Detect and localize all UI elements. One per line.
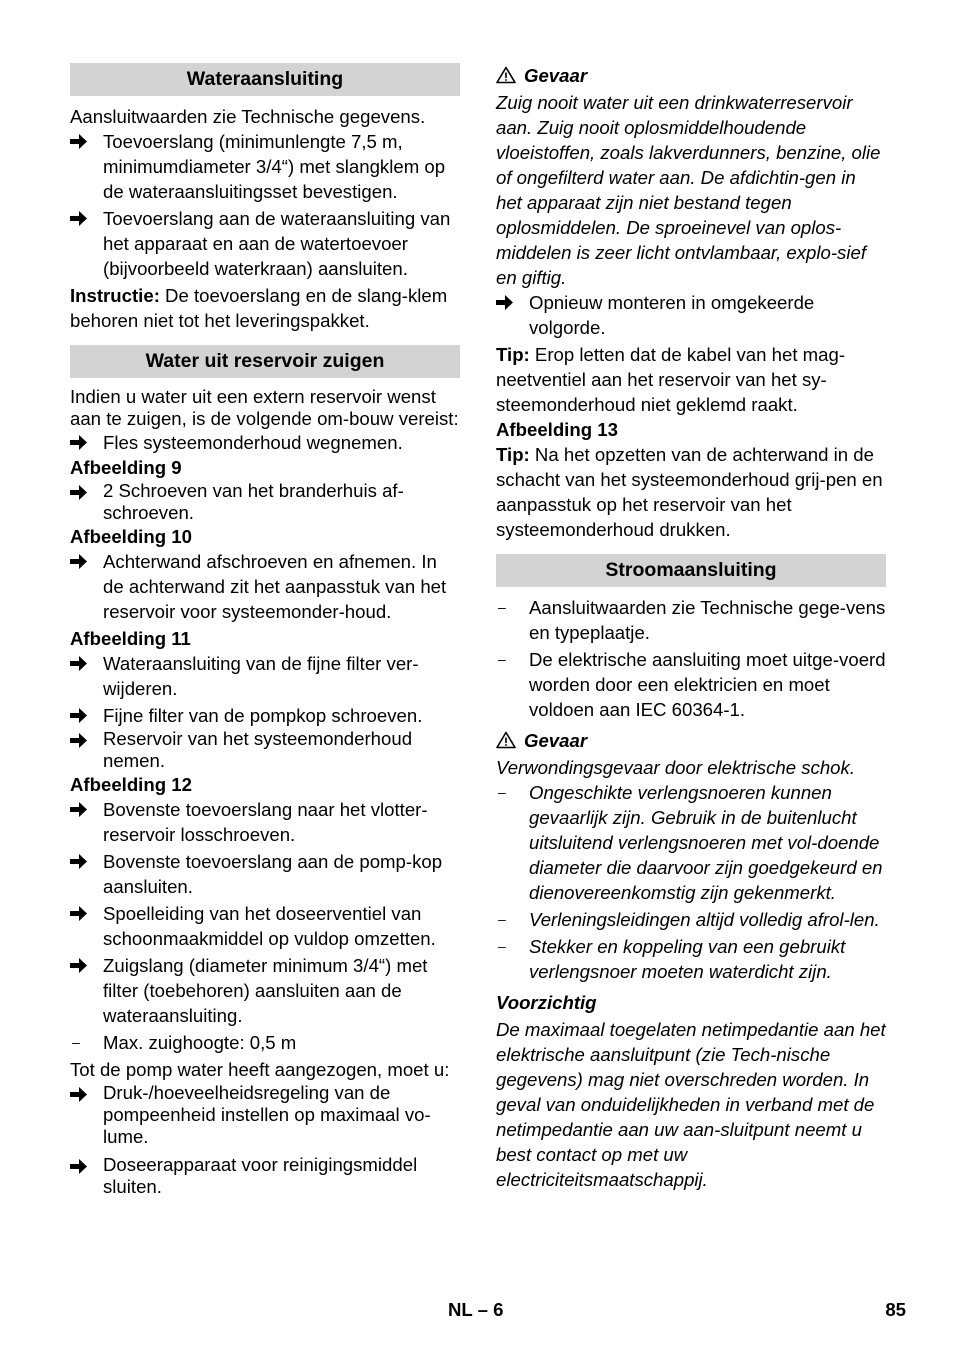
right-arrow-icon: [70, 129, 96, 149]
step-text: Toevoerslang (minimunlengte 7,5 m, minimumdiameter 3/4“) met slangklem op de wateraansluitingsset bevestigen.: [103, 131, 446, 202]
right-arrow-icon: [70, 703, 96, 723]
step-text: Fijne filter van de pompkop schroeven.: [103, 705, 423, 726]
step-text: Zuigslang (diameter minimum 3/4“) met filter (toebehoren) aansluiten aan de wateraansluiting.: [103, 955, 428, 1026]
footer-section-label: NL – 6: [448, 1299, 504, 1320]
step-text: Bovenste toevoerslang naar het vlotter-reservoir losschroeven.: [103, 799, 428, 845]
list-text: De elektrische aansluiting moet uitge-voerd worden door een elektricien en moet voldoen aan IEC 60364-1.: [529, 649, 886, 720]
right-column: [496, 63, 886, 1192]
list-text: Aansluitwaarden zie Technische gege-vens en typeplaatje.: [529, 597, 886, 643]
danger-label: Gevaar: [524, 65, 588, 86]
step-text: Druk-/hoeveelheidsregeling van de pompeenheid instellen op maximaal vo-lume.: [103, 1082, 431, 1147]
figure-heading-10: Afbeelding 10: [70, 526, 192, 547]
list-text: Ongeschikte verlengsnoeren kunnen gevaarlijk zijn. Gebruik in de buitenlucht uitsluitend verlengsnoeren met vol-doende diameter die daarvoor zijn goedgekeurd en dienovereenkomstig zijn gekenmerkt.: [529, 782, 883, 903]
reservoir-intro: Indien u water uit een extern reservoir wenst aan te zuigen, is de volgende om-bouw vereist:: [70, 386, 459, 429]
list-text: Max. zuighoogte: 0,5 m: [103, 1032, 297, 1053]
caution-text: De maximaal toegelaten netimpedantie aan het elektrische aansluitpunt (zie Tech-nische gegevens) mag niet overschreden worden. In geval van onduidelijkheden in verband met de netimpedantie aan uw aan-sluitpunt neemt u best contact op met uw electriciteitsmaatschappij.: [496, 1019, 886, 1190]
step-text: Toevoerslang aan de wateraansluiting van het apparaat en aan de watertoevoer (bijvoorbeeld waterkraan) aansluiten.: [103, 208, 451, 279]
step-item: [70, 728, 460, 772]
right-arrow-icon: [70, 430, 96, 450]
step-item: [70, 849, 460, 899]
list-item: [496, 647, 886, 722]
list-item: [70, 1030, 460, 1055]
dash-marker: –: [498, 784, 506, 800]
tip-paragraph: [496, 442, 886, 542]
tip-text: Na het opzetten van de achterwand in de schacht van het systeemonderhoud grij-pen en aanpasstuk op het reservoir van het systeemonderhoud drukken.: [496, 444, 883, 540]
right-arrow-icon: [70, 1154, 96, 1174]
water-connection-intro: Aansluitwaarden zie Technische gegevens.: [70, 106, 426, 127]
step-text: Doseerapparaat voor reinigingsmiddel sluiten.: [103, 1154, 418, 1197]
dash-marker: –: [498, 651, 506, 667]
tip-label: Tip:: [496, 344, 530, 365]
instruction-text: De toevoerslang en de slang-klem behoren niet tot het leveringspakket.: [70, 285, 448, 331]
step-item: [70, 480, 460, 524]
right-arrow-icon: [70, 849, 96, 869]
step-item: [70, 549, 460, 624]
step-text: Wateraansluiting van de fijne filter ver-wijderen.: [103, 653, 419, 699]
step-item: [70, 430, 460, 455]
figure-heading-9: Afbeelding 9: [70, 457, 182, 478]
list-item: [496, 934, 886, 984]
dash-marker: –: [498, 911, 506, 927]
section-header-wateraansluiting: Wateraansluiting: [70, 63, 460, 96]
figure-heading-12: Afbeelding 12: [70, 774, 192, 795]
step-text: Opnieuw monteren in omgekeerde volgorde.: [529, 292, 815, 338]
step-text: Spoelleiding van het doseerventiel van schoonmaakmiddel op vuldop omzetten.: [103, 903, 436, 949]
step-item: [70, 651, 460, 701]
tip-label: Tip:: [496, 444, 530, 465]
danger-heading: [496, 728, 886, 753]
right-arrow-icon: [496, 290, 522, 310]
dash-marker: –: [498, 599, 506, 615]
caution-heading: Voorzichtig: [496, 992, 597, 1013]
danger-label: Gevaar: [524, 730, 588, 751]
step-item: [70, 1154, 460, 1198]
warning-triangle-icon: [496, 66, 516, 84]
instruction-note: [70, 283, 460, 333]
danger-heading: [496, 63, 886, 88]
step-item: [70, 1082, 460, 1148]
danger-text: Verwondingsgevaar door elektrische schok.: [496, 757, 855, 778]
section-header-reservoir: Water uit reservoir zuigen: [70, 345, 460, 378]
step-text: Reservoir van het systeemonderhoud nemen.: [103, 728, 413, 771]
dash-marker: –: [498, 938, 506, 954]
figure-heading-11: Afbeelding 11: [70, 628, 191, 649]
warning-triangle-icon: [496, 731, 516, 749]
right-arrow-icon: [70, 901, 96, 921]
until-text: Tot de pomp water heeft aangezogen, moet u:: [70, 1059, 450, 1080]
list-item: [496, 907, 886, 932]
list-text: Stekker en koppeling van een gebruikt verlengsnoer moeten waterdicht zijn.: [529, 936, 846, 982]
tip-paragraph: [496, 342, 886, 417]
right-arrow-icon: [70, 953, 96, 973]
right-arrow-icon: [70, 797, 96, 817]
step-item: [70, 129, 460, 204]
right-arrow-icon: [70, 206, 96, 226]
right-arrow-icon: [70, 1082, 96, 1102]
step-item: [70, 901, 460, 951]
list-text: Verleningsleidingen altijd volledig afrol-len.: [529, 909, 880, 930]
step-item: [496, 290, 886, 340]
danger-text: Zuig nooit water uit een drinkwaterreservoir aan. Zuig nooit oplosmiddelhoudende vloeistoffen, zoals lakverdunners, benzine, olie of ongefilterd water aan. De afdichtin-gen in het apparaat zijn niet bestand tegen oplosmiddelen. De sproeinevel van oplos-middelen is zeer licht ontvlambaar, explo-sief en giftig.: [496, 92, 881, 288]
step-text: Achterwand afschroeven en afnemen. In de achterwand zit het aanpasstuk van het reservoir voor systeemonder-houd.: [103, 551, 447, 622]
section-header-stroomaansluiting: Stroomaansluiting: [496, 554, 886, 587]
left-column: [70, 63, 460, 1198]
step-item: [70, 703, 460, 728]
page-number: 85: [885, 1299, 906, 1320]
right-arrow-icon: [70, 480, 96, 500]
step-item: [70, 797, 460, 847]
step-item: [70, 206, 460, 281]
instruction-label: Instructie:: [70, 285, 160, 306]
figure-heading-13: Afbeelding 13: [496, 419, 618, 440]
dash-marker: –: [72, 1034, 80, 1050]
right-arrow-icon: [70, 549, 96, 569]
step-item: [70, 953, 460, 1028]
step-text: Fles systeemonderhoud wegnemen.: [103, 432, 403, 453]
step-text: Bovenste toevoerslang aan de pomp-kop aansluiten.: [103, 851, 443, 897]
list-item: [496, 780, 886, 905]
right-arrow-icon: [70, 728, 96, 748]
step-text: 2 Schroeven van het branderhuis af-schroeven.: [103, 480, 404, 523]
list-item: [496, 595, 886, 645]
tip-text: Erop letten dat de kabel van het mag-neetventiel aan het reservoir van het sy-steemonderhoud niet geklemd raakt.: [496, 344, 846, 415]
right-arrow-icon: [70, 651, 96, 671]
